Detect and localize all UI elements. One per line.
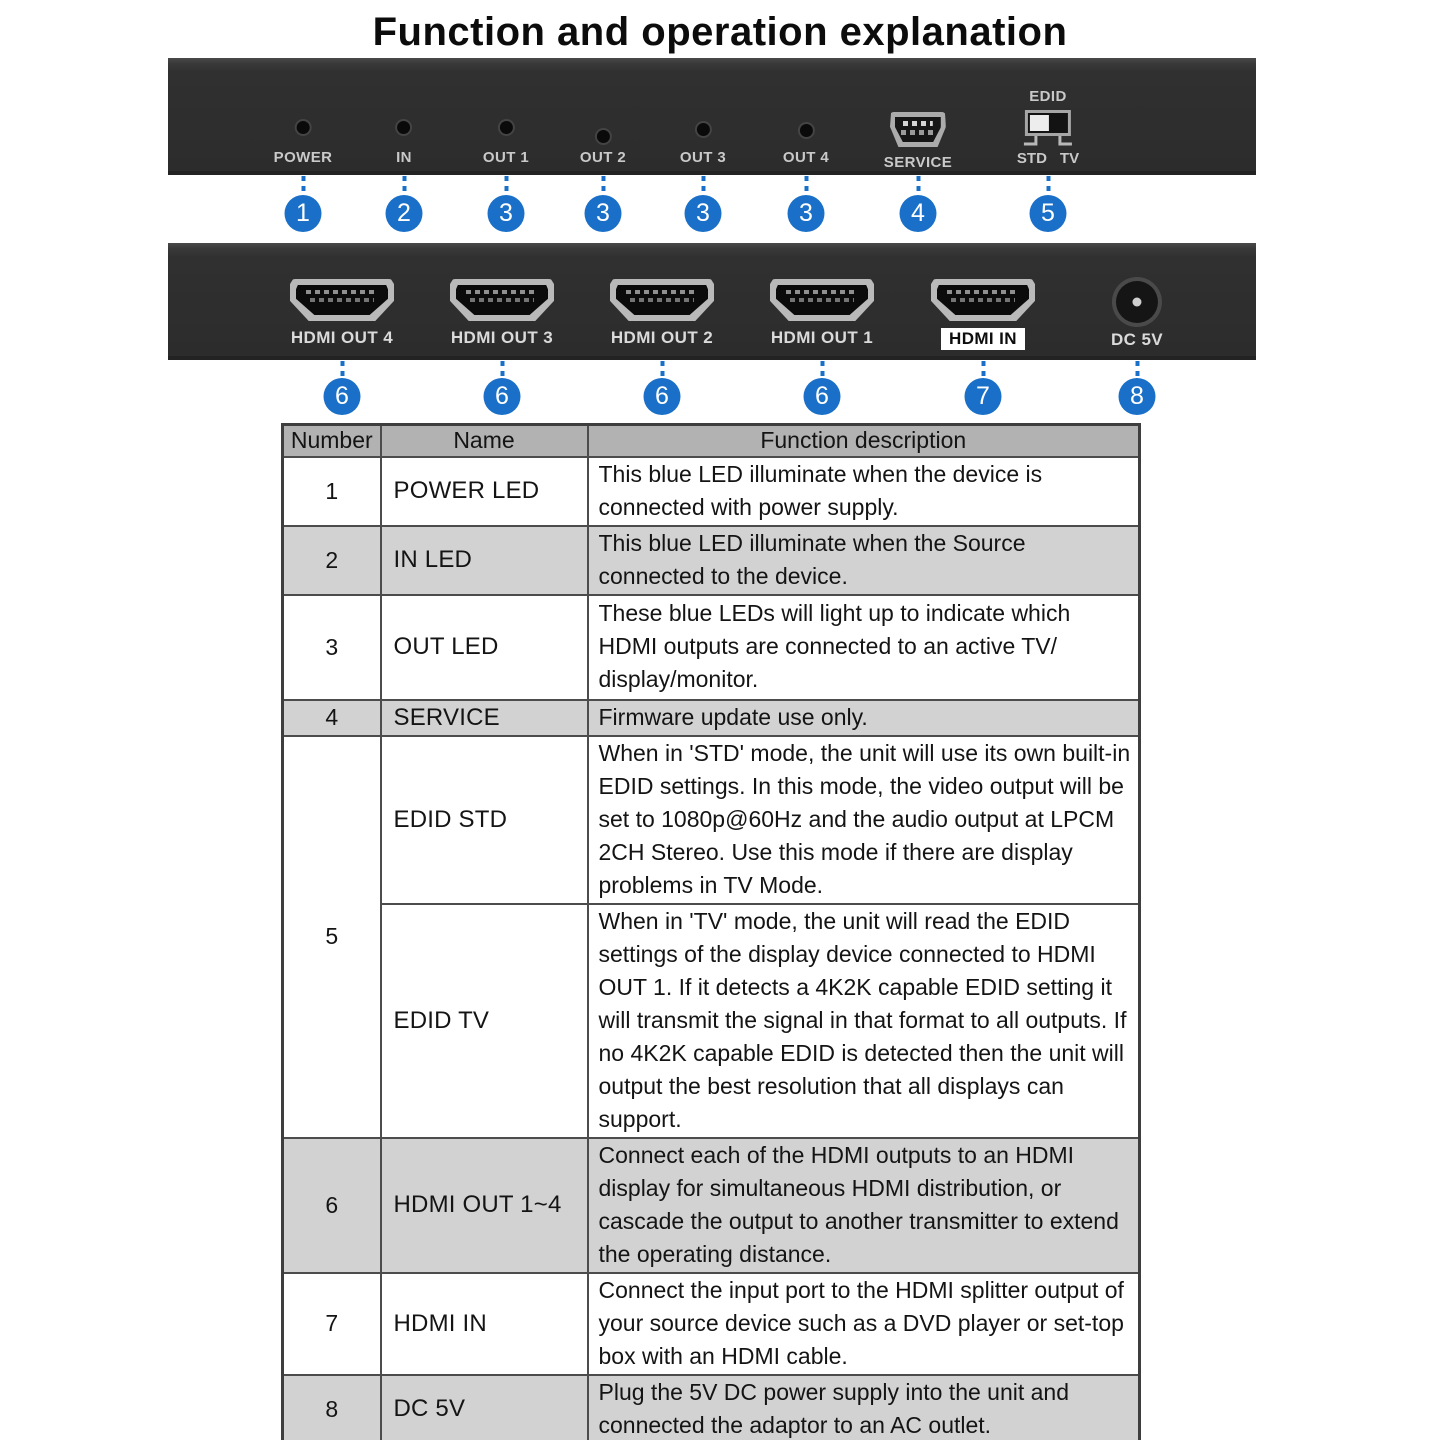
hdmi-port <box>610 279 714 321</box>
hdmi-pins <box>466 290 538 294</box>
led-label: OUT 1 <box>482 149 530 166</box>
led-label: POWER <box>273 149 333 166</box>
callout-number-badge: 6 <box>644 378 681 415</box>
led-indicator <box>296 121 309 134</box>
callout-connector-line <box>916 176 920 195</box>
row-number-cell: 7 <box>283 1273 381 1375</box>
callout-number-badge: 2 <box>386 195 423 232</box>
callout-5 <box>1030 176 1067 232</box>
device-front-panel <box>168 58 1256 175</box>
row-description-cell: When in 'STD' mode, the unit will use its own built-in EDID settings. In this mode, the video output will be set to 1080p@60Hz and the audio output at LPCM 2CH Stereo. Use this mode if there are display problems in TV Mode. <box>588 736 1140 904</box>
row-number-cell: 5 <box>283 736 381 1138</box>
rear-port-hdmi-out-3 <box>450 279 554 348</box>
dc-center-pin <box>1132 298 1141 307</box>
row-name-cell: EDID STD <box>381 736 588 904</box>
callout-number-badge: 3 <box>788 195 825 232</box>
row-number-cell: 2 <box>283 526 381 595</box>
callout-connector-line <box>820 361 824 378</box>
callout-3 <box>488 176 525 232</box>
callout-connector-line <box>1135 361 1139 378</box>
row-description-cell: Connect the input port to the HDMI splitter output of your source device such as a DVD player or set-top box with an HDMI cable. <box>588 1273 1140 1375</box>
port-label: HDMI OUT 1 <box>770 328 874 347</box>
callout-connector-line <box>504 176 508 195</box>
edid-tv-label: TV <box>1059 150 1080 167</box>
edid-title: EDID <box>1029 88 1067 105</box>
table-row <box>283 526 1140 595</box>
front-led-out-3 <box>680 121 726 166</box>
led-indicator <box>398 121 411 134</box>
callout-number-badge: 6 <box>484 378 521 415</box>
row-number-cell: 8 <box>283 1375 381 1440</box>
table-body <box>283 457 1140 1440</box>
callout-4 <box>900 176 937 232</box>
row-number-cell: 4 <box>283 700 381 736</box>
callout-6 <box>324 361 361 415</box>
row-number-cell: 3 <box>283 595 381 700</box>
hdmi-pins <box>630 298 694 302</box>
hdmi-pins <box>306 290 378 294</box>
rear-port-dc-5v <box>1111 279 1163 350</box>
hdmi-port <box>931 279 1035 321</box>
hdmi-pins <box>786 290 858 294</box>
table-row <box>283 595 1140 700</box>
callout-number-badge: 4 <box>900 195 937 232</box>
row-name-cell: IN LED <box>381 526 588 595</box>
row-description-cell: This blue LED illuminate when the Source connected to the device. <box>588 526 1140 595</box>
usb-pins <box>901 130 935 135</box>
front-led-in <box>396 121 412 166</box>
callout-connector-line <box>301 176 305 195</box>
front-service-port <box>884 112 952 171</box>
front-led-out-4 <box>783 121 829 166</box>
callout-2 <box>386 176 423 232</box>
edid-mode-labels <box>1017 150 1079 167</box>
dc-power-jack <box>1116 281 1158 323</box>
callout-number-badge: 6 <box>324 378 361 415</box>
row-description-cell: These blue LEDs will light up to indicate which HDMI outputs are connected to an active TV/ display/monitor. <box>588 595 1140 700</box>
hdmi-port <box>770 279 874 321</box>
led-label: IN <box>396 149 412 166</box>
led-indicator <box>800 124 813 137</box>
row-description-cell: Connect each of the HDMI outputs to an HDMI display for simultaneous HDMI distribution, or cascade the output to another transmitter to extend the operating distance. <box>588 1138 1140 1273</box>
front-led-out-2 <box>580 121 626 166</box>
led-indicator <box>597 130 610 143</box>
column-header-number: Number <box>283 425 381 457</box>
mini-usb-port <box>890 112 946 147</box>
row-name-cell: HDMI IN <box>381 1273 588 1375</box>
callout-number-badge: 3 <box>488 195 525 232</box>
hdmi-pins <box>470 298 534 302</box>
row-number-cell: 6 <box>283 1138 381 1273</box>
callout-1 <box>285 176 322 232</box>
rear-port-hdmi-in <box>931 279 1035 350</box>
port-label: DC 5V <box>1110 330 1164 349</box>
row-description-cell: Plug the 5V DC power supply into the unit and connected the adaptor to an AC outlet. <box>588 1375 1140 1440</box>
row-name-cell: DC 5V <box>381 1375 588 1440</box>
callout-connector-line <box>1046 176 1050 195</box>
service-label: SERVICE <box>883 154 953 171</box>
callout-connector-line <box>981 361 985 378</box>
hdmi-port <box>290 279 394 321</box>
table-header <box>283 425 1140 457</box>
port-label: HDMI OUT 2 <box>610 328 714 347</box>
rear-port-hdmi-out-1 <box>770 279 874 348</box>
callout-number-badge: 1 <box>285 195 322 232</box>
device-rear-panel <box>168 243 1256 360</box>
front-edid-switch-group <box>1017 88 1079 167</box>
row-name-cell: SERVICE <box>381 700 588 736</box>
table-row <box>283 1375 1140 1440</box>
callout-6 <box>484 361 521 415</box>
table-row <box>283 700 1140 736</box>
rear-port-hdmi-out-4 <box>290 279 394 348</box>
callout-number-badge: 5 <box>1030 195 1067 232</box>
hdmi-pins <box>947 290 1019 294</box>
callout-8 <box>1119 361 1156 415</box>
switch-knob <box>1030 115 1049 131</box>
row-name-cell: HDMI OUT 1~4 <box>381 1138 588 1273</box>
row-description-cell: Firmware update use only. <box>588 700 1140 736</box>
callout-6 <box>804 361 841 415</box>
callout-number-badge: 3 <box>685 195 722 232</box>
row-number-cell: 1 <box>283 457 381 526</box>
hdmi-pins <box>310 298 374 302</box>
edid-std-label: STD <box>1016 150 1047 167</box>
row-name-cell: POWER LED <box>381 457 588 526</box>
led-label: OUT 2 <box>579 149 627 166</box>
port-label: HDMI OUT 4 <box>290 328 394 347</box>
callout-connector-line <box>340 361 344 378</box>
table-row <box>283 1138 1140 1273</box>
callout-3 <box>788 176 825 232</box>
callout-7 <box>965 361 1002 415</box>
port-label: HDMI IN <box>941 328 1025 350</box>
led-label: OUT 4 <box>782 149 830 166</box>
front-led-out-1 <box>483 121 529 166</box>
port-label: HDMI OUT 3 <box>450 328 554 347</box>
callout-connector-line <box>402 176 406 195</box>
led-label: OUT 3 <box>679 149 727 166</box>
callout-6 <box>644 361 681 415</box>
rear-port-hdmi-out-2 <box>610 279 714 348</box>
row-description-cell: When in 'TV' mode, the unit will read the EDID settings of the display device connected to HDMI OUT 1. If it detects a 4K2K capable EDID setting it will transmit the signal in that format to all outputs. If no 4K2K capable EDID is detected then the unit will output the best resolution that all displays can support. <box>588 904 1140 1138</box>
hdmi-port <box>450 279 554 321</box>
callout-connector-line <box>601 176 605 195</box>
led-indicator <box>697 123 710 136</box>
callout-3 <box>685 176 722 232</box>
hdmi-pins <box>626 290 698 294</box>
hdmi-pins <box>790 298 854 302</box>
table-row <box>283 904 1140 1138</box>
callout-3 <box>585 176 622 232</box>
callout-connector-line <box>500 361 504 378</box>
front-led-power <box>274 121 333 166</box>
callout-number-badge: 8 <box>1119 378 1156 415</box>
callout-number-badge: 7 <box>965 378 1002 415</box>
callout-number-badge: 3 <box>585 195 622 232</box>
column-header-name: Name <box>381 425 588 457</box>
callout-connector-line <box>701 176 705 195</box>
callout-connector-line <box>660 361 664 378</box>
switch-position-marks <box>1020 136 1076 149</box>
column-header-description: Function description <box>588 425 1140 457</box>
usb-pins <box>903 121 933 126</box>
page-title: Function and operation explanation <box>372 10 1068 54</box>
table-row <box>283 1273 1140 1375</box>
hdmi-pins <box>951 298 1015 302</box>
table-row <box>283 457 1140 526</box>
row-name-cell: OUT LED <box>381 595 588 700</box>
row-description-cell: This blue LED illuminate when the device is connected with power supply. <box>588 457 1140 526</box>
function-description-table <box>281 423 1141 1440</box>
row-name-cell: EDID TV <box>381 904 588 1138</box>
led-indicator <box>500 121 513 134</box>
callout-connector-line <box>804 176 808 195</box>
edid-toggle-switch <box>1025 110 1071 136</box>
callout-number-badge: 6 <box>804 378 841 415</box>
table-header-row <box>283 425 1140 457</box>
table-row <box>283 736 1140 904</box>
